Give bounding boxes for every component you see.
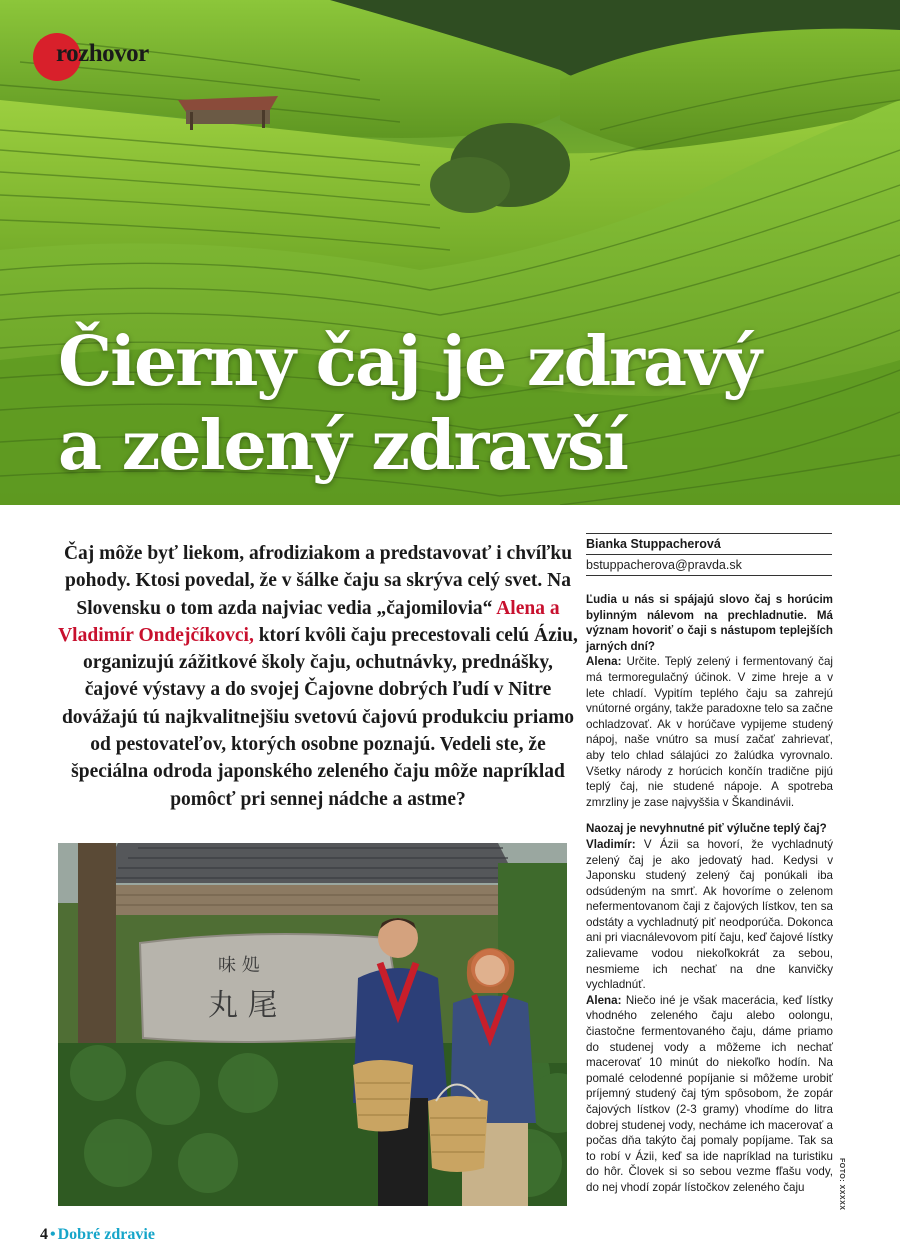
answer-2-speaker: Vladimír: <box>586 837 636 851</box>
lead-paragraph <box>58 540 578 813</box>
lead-text-part-2: ktorí kvôli čaju precestovali celú Áziu, organizujú zážitkové školy čaju, ochutnávky, prednášky, čajové výstavy a do svojej Čajovne dobrých ľudí v Nitre dovážajú tú najkvalitnejšiu svetovú čajovú produkciu priamo od pestovateľov, ktorých osobne poznajú. Vedeli ste, že špeciálna odroda japonského zeleného čaju môže napríklad pomôcť pri sennej nádche a astme? <box>61 624 578 810</box>
answer-3-text: Niečo iné je však macerácia, keď lístky vhodného zeleného čaju alebo oolongu, čiastočne fermentovaného čaju, dáme priamo do studenej vody a môžeme ich nechať macerovať 10 minút do niekoľko hodín. Na pomalé celodenné popíjanie si môžeme urobiť príjemný studený čaj tým spôsobom, že zopár čajových lístkov (2-3 gramy) vhodíme do litra dobrej studenej vody, necháme ich macerovať a počas dňa takýto čaj pomaly popíjame. Tak sa to robí v Ázii, keď sa ide napríklad na turistiku do hôr. Človek si so sebou vezme fľašu vody, do nej vhodí zopár lístočkov zeleného čaju <box>586 993 833 1194</box>
page-number: 4 <box>40 1226 48 1243</box>
magazine-name: Dobré zdravie <box>57 1226 155 1243</box>
byline <box>586 533 832 576</box>
photo-credit: FOTO: XXXXX <box>838 1158 845 1211</box>
answer-3-speaker: Alena: <box>586 993 622 1007</box>
svg-text:味 処: 味 処 <box>218 955 260 976</box>
lead-text-part-1: Čaj môže byť liekom, afrodiziakom a predstavovať i chvíľku pohody. Ktosi povedal, že v šálke čaju sa skrýva celý svet. Na Slovensku o tom azda najviac vedia „čajomilovia“ <box>63 543 573 619</box>
answer-2-text: V Ázii sa hovorí, že vychladnutý zelený čaj je ako jedovatý had. Kedysi v Japonsku studený zelený čaj ponúkali iba odsúdeným na smrť. Ak hovoríme o zelenom nefermentovanom čaji z čajových lístkov, ten sa odstáty a vychladnutý piť neodporúča. Dokonca ani pri viacnálevovom pití čaju, keď čajové lístky zalievame vodou niekoľkokrát za sebou, nesmieme ich nechať na dne kanvičky vychladnúť. <box>586 837 833 992</box>
headline-line-1: Čierny čaj je zdravý <box>58 322 761 402</box>
interview-column <box>586 592 833 1196</box>
photo-couple-tea-baskets <box>58 843 567 1206</box>
answer-1-speaker: Alena: <box>586 655 622 669</box>
answer-1-text: Určite. Teplý zelený i fermentovaný čaj má termoregulačný účinok. V zime hreje a v lete chladí. Vypitím teplého čaju sa zahrejú vnútorné orgány, takže paradoxne telo sa začne ochladzovať. Ak v horúčave vypijeme studený nápoj, naše vnútro sa musí začať zahrievať, aby telo chlad sálajúci zo žalúdka vyrovnalo. Všetky národy z horúcich končín tradične pijú teplý čaj, nie studené nápoje. A spotreba zmrzliny je zase najvyššia v Škandinávii. <box>586 655 833 809</box>
hero-image <box>0 0 900 505</box>
answer-1 <box>586 654 833 810</box>
headline <box>58 320 760 488</box>
author-name: Bianka Stuppacherová <box>586 534 832 555</box>
page-footer <box>40 1226 155 1244</box>
question-2: Naozaj je nevyhnutné piť výlučne teplý čaj? <box>586 822 827 836</box>
lead-highlight-names: Alena a Vladimír Ondejčíkovci, <box>58 597 560 646</box>
headline-line-2: a zelený zdravší <box>58 406 628 486</box>
section-tag: rozhovor <box>56 40 149 67</box>
paragraph-spacer <box>586 810 833 821</box>
author-email[interactable]: bstuppacherova@pravda.sk <box>586 558 742 572</box>
svg-text:丸 尾: 丸 尾 <box>208 988 278 1023</box>
answer-2 <box>586 837 833 993</box>
photo-illustration <box>58 843 567 1206</box>
answer-3 <box>586 993 833 1196</box>
question-1: Ľudia u nás si spájajú slovo čaj s horúcim bylinným nálevom na prechladnutie. Má význam hovoriť o čaji s nástupom teplejších jarných dní? <box>586 593 833 653</box>
footer-bullet: • <box>50 1226 56 1243</box>
